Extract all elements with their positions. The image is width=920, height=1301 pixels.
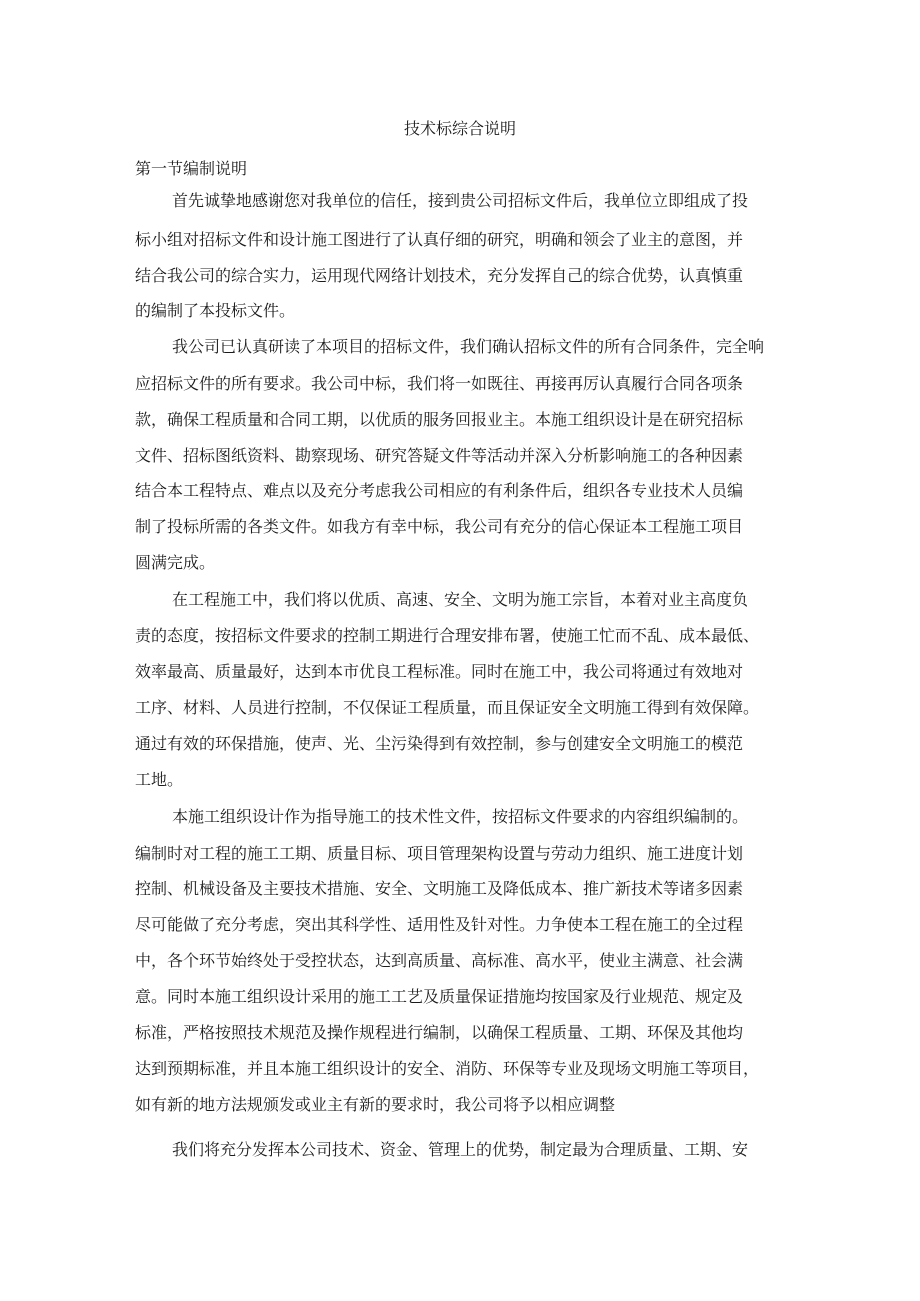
paragraph-line: 我公司已认真研读了本项目的招标文件，我们确认招标文件的所有合同条件，完全响 <box>172 337 765 356</box>
paragraph-line: 制了投标所需的各类文件。如我方有幸中标，我公司有充分的信心保证本工程施工项目 <box>135 517 744 536</box>
paragraph-line: 达到预期标准，并且本施工组织设计的安全、消防、环保等专业及现场文明施工等项目， <box>135 1059 760 1078</box>
paragraph-line: 的编制了本投标文件。 <box>135 301 296 320</box>
paragraph-line: 效率最高、质量最好，达到本市优良工程标准。同时在施工中，我公司将通过有效地对 <box>135 662 744 681</box>
paragraph-line: 责的态度，按招标文件要求的控制工期进行合理安排布署，使施工忙而不乱、成本最低、 <box>135 626 760 645</box>
paragraph-line: 如有新的地方法规颁发或业主有新的要求时，我公司将予以相应调整 <box>135 1095 616 1114</box>
paragraph-line: 结合我公司的综合实力，运用现代网络计划技术，充分发挥自己的综合优势，认真慎重 <box>135 266 744 285</box>
section-heading: 第一节编制说明 <box>135 159 248 178</box>
paragraph-line: 尽可能做了充分考虑，突出其科学性、适用性及针对性。力争使本工程在施工的全过程 <box>135 915 744 934</box>
paragraph-line: 在工程施工中，我们将以优质、高速、安全、文明为施工宗旨，本着对业主高度负 <box>172 590 749 609</box>
paragraph-line: 控制、机械设备及主要技术措施、安全、文明施工及降低成本、推广新技术等诸多因素 <box>135 879 744 898</box>
paragraph-line: 我们将充分发挥本公司技术、资金、管理上的优势，制定最为合理质量、工期、安 <box>172 1140 749 1159</box>
paragraph-line: 标准，严格按照技术规范及操作规程进行编制，以确保工程质量、工期、环保及其他均 <box>135 1023 744 1042</box>
paragraph-line: 圆满完成。 <box>135 553 216 572</box>
paragraph-line: 标小组对招标文件和设计施工图进行了认真仔细的研究，明确和领会了业主的意图，并 <box>135 230 744 249</box>
paragraph-line: 首先诚挚地感谢您对我单位的信任，接到贵公司招标文件后，我单位立即组成了投 <box>172 191 749 210</box>
paragraph-line: 应招标文件的所有要求。我公司中标，我们将一如既往、再接再厉认真履行合同各项条 <box>135 374 744 393</box>
paragraph-line: 意。同时本施工组织设计采用的施工工艺及质量保证措施均按国家及行业规范、规定及 <box>135 987 744 1006</box>
paragraph-line: 通过有效的环保措施，使声、光、尘污染得到有效控制，参与创建安全文明施工的模范 <box>135 734 744 753</box>
paragraph-line: 结合本工程特点、难点以及充分考虑我公司相应的有利条件后，组织各专业技术人员编 <box>135 481 744 500</box>
paragraph-line: 工地。 <box>135 770 184 789</box>
paragraph-line: 中，各个环节始终处于受控状态，达到高质量、高标准、高水平，使业主满意、社会满 <box>135 951 744 970</box>
paragraph-line: 编制时对工程的施工工期、质量目标、项目管理架构设置与劳动力组织、施工进度计划 <box>135 844 744 863</box>
document-title: 技术标综合说明 <box>403 119 516 138</box>
paragraph-line: 工序、材料、人员进行控制，不仅保证工程质量，而且保证安全文明施工得到有效保障。 <box>135 698 760 717</box>
paragraph-line: 文件、招标图纸资料、勘察现场、研究答疑文件等活动并深入分析影响施工的各种因素 <box>135 446 744 465</box>
paragraph-line: 本施工组织设计作为指导施工的技术性文件，按招标文件要求的内容组织编制的。 <box>172 807 749 826</box>
paragraph-line: 款，确保工程质量和合同工期，以优质的服务回报业主。本施工组织设计是在研究招标 <box>135 410 744 429</box>
